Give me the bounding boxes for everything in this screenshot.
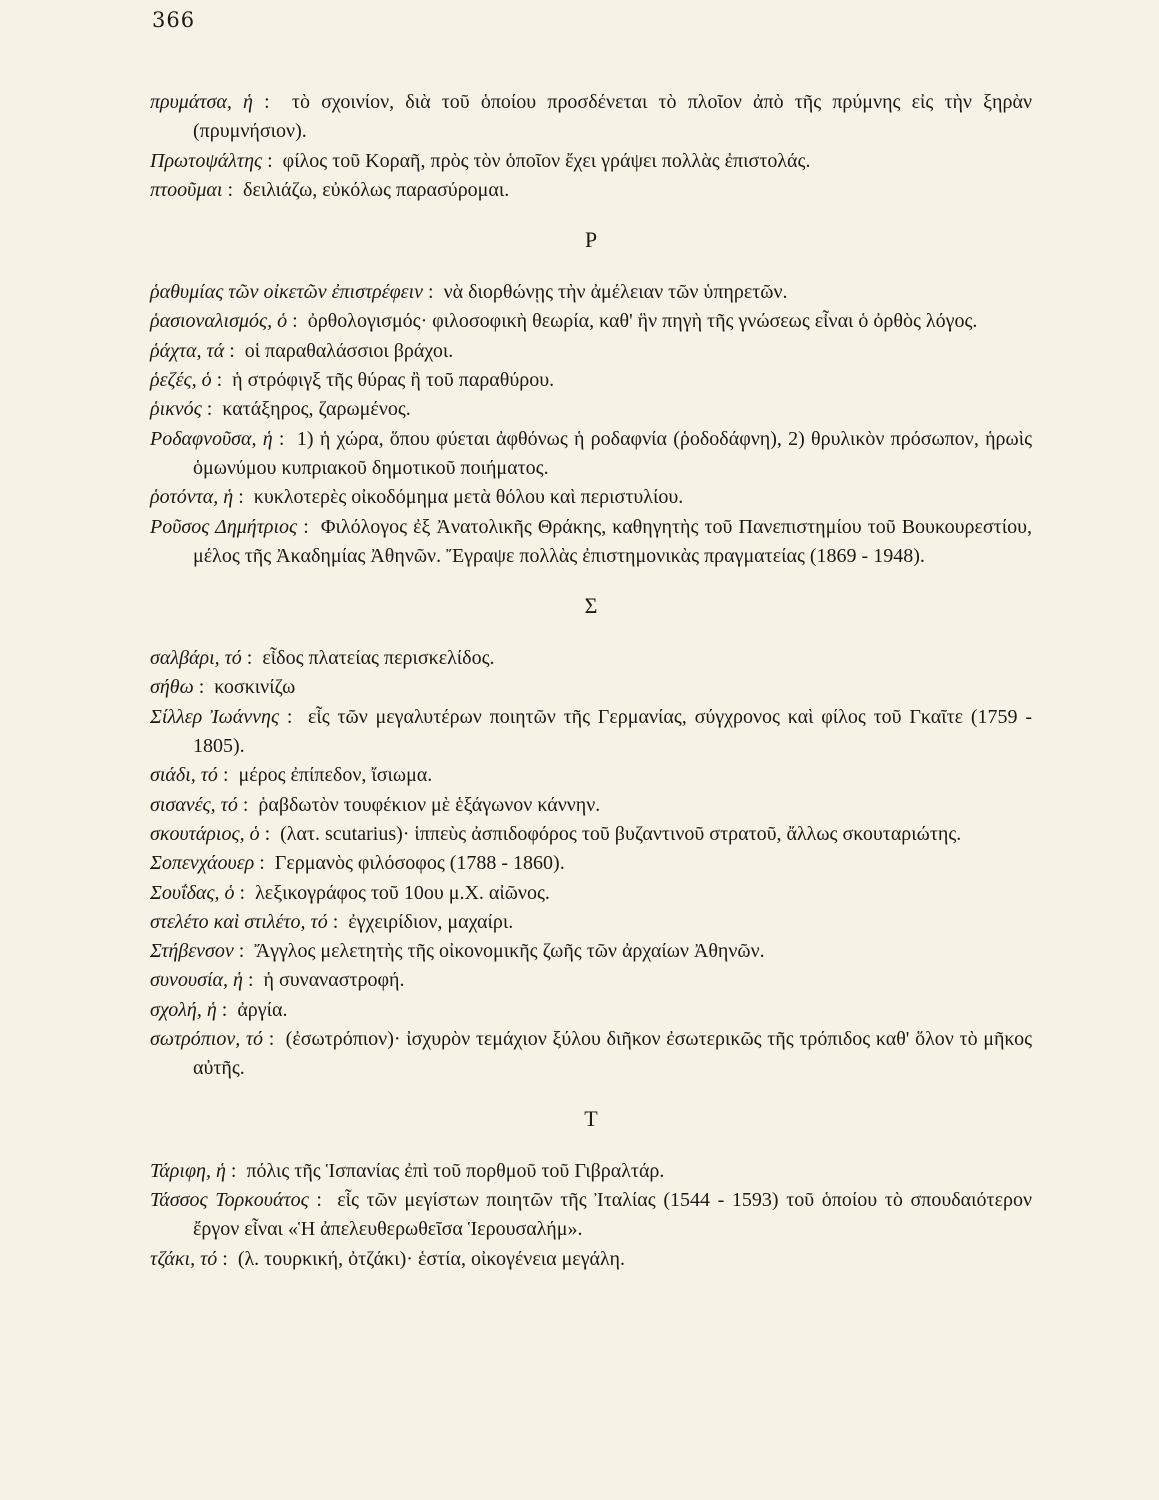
entry-term: Ροδαφνοῦσα, ἡ bbox=[150, 427, 273, 450]
glossary-entry bbox=[150, 937, 1032, 966]
entry-separator: : bbox=[308, 1188, 338, 1211]
entry-term: ῥοτόντα, ἡ bbox=[150, 486, 234, 509]
glossary-entry bbox=[150, 908, 1032, 937]
entry-separator: : bbox=[287, 310, 308, 333]
entry-separator: : bbox=[234, 881, 256, 904]
entry-term: σχολή, ἡ bbox=[150, 998, 217, 1021]
entry-term: σκουτάριος, ὁ bbox=[150, 822, 260, 845]
entry-definition: λεξικογράφος τοῦ 10ου μ.Χ. αἰῶνος. bbox=[255, 881, 550, 904]
entry-definition: ῥαβδωτὸν τουφέκιον μὲ ἑξάγωνον κάννην. bbox=[258, 793, 601, 816]
glossary-entry bbox=[150, 337, 1032, 366]
page-number: 366 bbox=[152, 8, 196, 32]
glossary-entry bbox=[150, 673, 1032, 702]
section-letter: Τ bbox=[584, 1105, 598, 1131]
entry-term: Ροῦσος Δημήτριος bbox=[150, 515, 298, 538]
entry-term: πρυμάτσα, ἡ bbox=[150, 91, 253, 113]
glossary-entry bbox=[150, 513, 1032, 572]
entry-separator: : bbox=[211, 369, 233, 392]
glossary-entry bbox=[150, 1025, 1032, 1084]
entry-term: ῥασιοναλισμός, ὁ bbox=[150, 310, 288, 333]
entry-definition: δειλιάζω, εὐκόλως παρασύρομαι. bbox=[243, 178, 510, 201]
entry-term: ῥάχτα, τά bbox=[150, 339, 225, 362]
entry-term: Σουΐδας, ὁ bbox=[150, 881, 235, 904]
entry-separator: : bbox=[237, 793, 259, 816]
entry-definition: κοσκινίζω bbox=[214, 676, 296, 699]
entry-separator: : bbox=[263, 1028, 286, 1051]
section-letter: Σ bbox=[584, 593, 598, 619]
entry-definition: μέρος ἐπίπεδον, ἴσιωμα. bbox=[238, 764, 433, 787]
entry-separator: : bbox=[262, 149, 283, 172]
glossary-entry bbox=[150, 879, 1032, 908]
entry-term: πτοοῦμαι bbox=[150, 178, 223, 201]
entry-term: στελέτο καὶ στιλέτο, τό bbox=[150, 910, 328, 933]
glossary-entry bbox=[150, 176, 1032, 205]
entry-term: ῥεζές, ὁ bbox=[150, 369, 212, 392]
entry-definition: νὰ διορθώνῃς τὴν ἀμέλειαν τῶν ὑπηρετῶν. bbox=[443, 281, 788, 304]
glossary-entry bbox=[150, 644, 1032, 673]
entry-separator: : bbox=[225, 1159, 247, 1182]
entry-separator: : bbox=[254, 852, 275, 875]
entry-term: ῥαθυμίας τῶν οἰκετῶν ἐπιστρέφειν bbox=[150, 281, 423, 304]
entry-definition: εἶδος πλατείας περισκελίδος. bbox=[262, 647, 495, 670]
entry-definition: ἡ στρόφιγξ τῆς θύρας ἢ τοῦ παραθύρου. bbox=[232, 369, 555, 392]
entry-term: τζάκι, τό bbox=[150, 1247, 218, 1270]
entry-definition: 1) ἡ χώρα, ὅπου φύεται ἀφθόνως ἡ ροδαφνία (ῥοδοδάφνη), 2) θρυλικὸν πρόσωπον, ἡρωὶς ὁμωνύμου κυπριακοῦ δημοτικοῦ ποιήματος. bbox=[193, 427, 1032, 479]
entry-term: Σοπενχάουερ bbox=[150, 852, 255, 875]
glossary-entry bbox=[150, 147, 1032, 176]
glossary-entry bbox=[150, 1245, 1032, 1274]
entry-separator: : bbox=[233, 940, 255, 963]
entry-separator: : bbox=[327, 910, 349, 933]
entry-separator: : bbox=[272, 427, 297, 450]
glossary-entry bbox=[150, 307, 1032, 336]
entry-separator: : bbox=[279, 705, 308, 728]
entry-separator: : bbox=[259, 822, 281, 845]
entry-definition: ἐγχειρίδιον, μαχαίρι. bbox=[348, 910, 514, 933]
entry-term: σιάδι, τό bbox=[150, 764, 218, 787]
entry-term: συνουσία, ἡ bbox=[150, 969, 243, 992]
entry-separator: : bbox=[201, 398, 223, 421]
glossary-body bbox=[150, 88, 1032, 1274]
entry-separator: : bbox=[222, 178, 244, 201]
glossary-entry bbox=[150, 395, 1032, 424]
glossary-entry bbox=[150, 966, 1032, 995]
entry-separator: : bbox=[224, 339, 245, 362]
glossary-entry bbox=[150, 849, 1032, 878]
entry-separator: : bbox=[297, 515, 321, 538]
glossary-entry bbox=[150, 820, 1032, 849]
glossary-entry bbox=[150, 791, 1032, 820]
entry-term: Τάσσος Τορκουάτος bbox=[150, 1188, 309, 1211]
entry-separator: : bbox=[252, 91, 292, 113]
entry-separator: : bbox=[242, 969, 264, 992]
entry-separator: : bbox=[233, 486, 254, 509]
entry-definition: φίλος τοῦ Κοραῆ, πρὸς τὸν ὁποῖον ἔχει γράψει πολλὰς ἐπιστολάς. bbox=[282, 149, 811, 172]
entry-definition: οἱ παραθαλάσσιοι βράχοι. bbox=[244, 339, 454, 362]
entry-definition: κατάξηρος, ζαρωμένος. bbox=[222, 398, 411, 421]
entry-separator: : bbox=[193, 676, 215, 699]
entry-definition: εἷς τῶν μεγίστων ποιητῶν τῆς Ἰταλίας (1544 - 1593) τοῦ ὁποίου τὸ σπουδαιότερον ἔργον εἶναι «Ἡ ἀπελευθερωθεῖσα Ἱερουσαλήμ». bbox=[193, 1188, 1032, 1241]
entry-definition: (ἐσωτρόπιον)· ἰσχυρὸν τεμάχιον ξύλου διῆκον ἐσωτερικῶς τῆς τρόπιδος καθ' ὅλον τὸ μῆκος αὐτῆς. bbox=[193, 1028, 1032, 1080]
section-letter: Ρ bbox=[584, 227, 598, 253]
entry-separator: : bbox=[241, 647, 263, 670]
entry-definition: ὀρθολογισμός· φιλοσοφικὴ θεωρία, καθ' ἣν πηγὴ τῆς γνώσεως εἶναι ὁ ὀρθὸς λόγος. bbox=[307, 310, 978, 333]
entry-definition: (λατ. scutarius)· ἱππεὺς ἀσπιδοφόρος τοῦ βυζαντινοῦ στρατοῦ, ἄλλως σκουταριώτης. bbox=[280, 822, 962, 845]
entry-term: σισανές, τό bbox=[150, 793, 238, 816]
glossary-entry bbox=[150, 996, 1032, 1025]
entry-separator: : bbox=[423, 281, 444, 304]
glossary-entry bbox=[150, 425, 1032, 484]
entry-definition: Γερμανὸς φιλόσοφος (1788 - 1860). bbox=[274, 852, 565, 875]
entry-definition: (λ. τουρκική, ὀτζάκι)· ἑστία, οἰκογένεια μεγάλη. bbox=[237, 1247, 625, 1270]
entry-term: Πρωτοψάλτης bbox=[150, 149, 263, 172]
entry-term: σήθω bbox=[150, 676, 194, 699]
entry-term: ῥικνός bbox=[150, 398, 202, 421]
entry-definition: εἷς τῶν μεγαλυτέρων ποιητῶν τῆς Γερμανίας, σύγχρονος καὶ φίλος τοῦ Γκαῖτε (1759 - 1805). bbox=[193, 705, 1032, 758]
glossary-entry bbox=[150, 88, 1032, 147]
entry-term: σαλβάρι, τό bbox=[150, 647, 242, 670]
entry-definition: ἀργία. bbox=[237, 998, 288, 1021]
entry-term: σωτρόπιον, τό bbox=[150, 1028, 264, 1051]
entry-definition: ἡ συναναστροφή. bbox=[263, 969, 405, 992]
entry-term: Στήβενσον bbox=[150, 940, 234, 963]
glossary-entry bbox=[150, 483, 1032, 512]
glossary-entry bbox=[150, 1186, 1032, 1245]
entry-separator: : bbox=[216, 998, 238, 1021]
glossary-entry bbox=[150, 278, 1032, 307]
entry-definition: πόλις τῆς Ἱσπανίας ἐπὶ τοῦ πορθμοῦ τοῦ Γιβραλτάρ. bbox=[246, 1159, 665, 1182]
entry-definition: Ἄγγλος μελετητὴς τῆς οἰκονομικῆς ζωῆς τῶν ἀρχαίων Ἀθηνῶν. bbox=[254, 940, 765, 963]
entry-separator: : bbox=[217, 764, 239, 787]
entry-separator: : bbox=[217, 1247, 238, 1270]
glossary-entry bbox=[150, 366, 1032, 395]
entry-term: Σίλλερ Ἰωάννης bbox=[150, 705, 280, 728]
entry-definition: κυκλοτερὲς οἰκοδόμημα μετὰ θόλου καὶ περιστυλίου. bbox=[253, 486, 684, 509]
entry-definition: Φιλόλογος ἐξ Ἀνατολικῆς Θράκης, καθηγητὴς τοῦ Πανεπιστημίου τοῦ Βουκουρεστίου, μέλος τῆς Ἀκαδημίας Ἀθηνῶν. Ἔγραψε πολλὰς ἐπιστημονικὰς πραγματείας (1869 - 1948). bbox=[193, 515, 1032, 567]
glossary-entry bbox=[150, 1157, 1032, 1186]
glossary-entry bbox=[150, 703, 1032, 762]
entry-definition: τὸ σχοινίον, διὰ τοῦ ὁποίου προσδένεται τὸ πλοῖον ἀπὸ τῆς πρύμνης εἰς τὴν ξηρὰν (πρυμνήσιον). bbox=[193, 91, 1033, 143]
entry-term: Τάριφη, ἡ bbox=[150, 1159, 226, 1182]
glossary-entry bbox=[150, 761, 1032, 790]
